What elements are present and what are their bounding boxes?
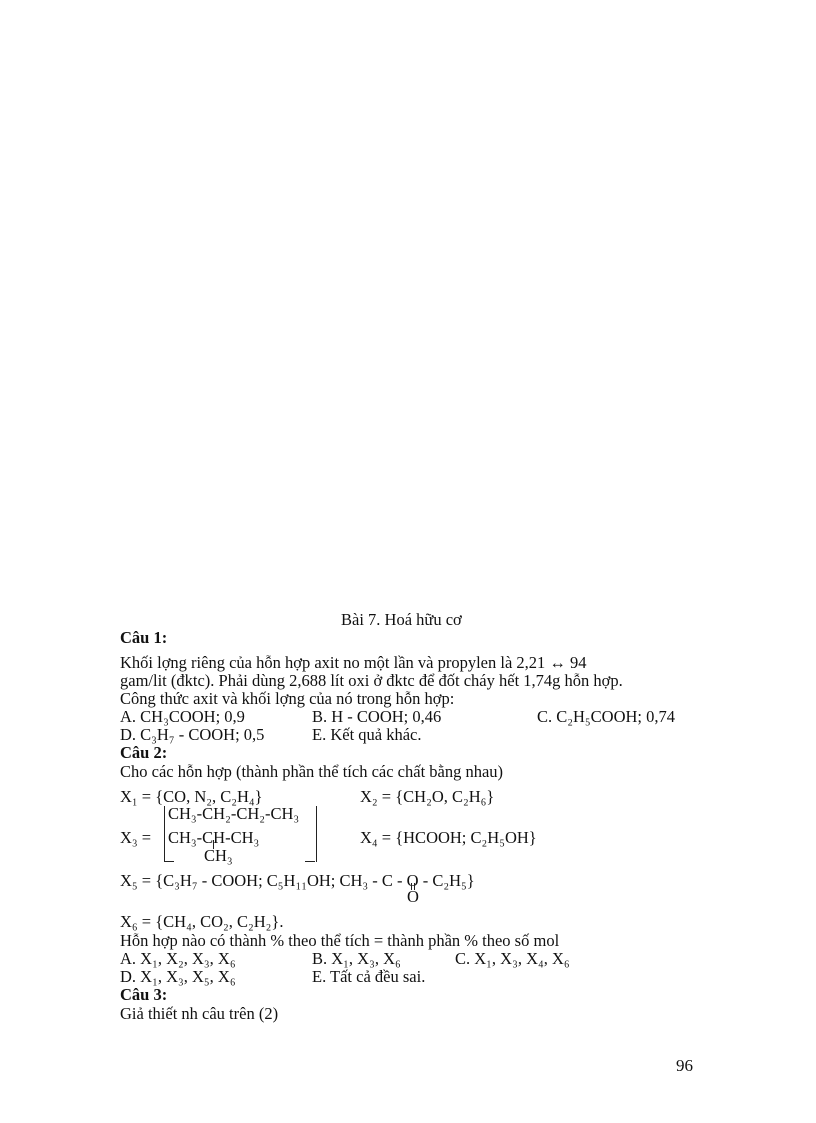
section-title: Bài 7. Hoá hữu cơ [341,610,462,629]
mixture-x5-oxygen: O [407,887,419,906]
question-1-option-c: C. C₂H₅COOH; 0,74 [537,707,676,726]
question-3-heading: Câu 3: [120,985,168,1004]
mixture-x3-label: X₃ = [120,828,152,847]
question-3-line-1: Giả thiết nh câu trên (2) [120,1004,279,1023]
question-2-text: Hỗn hợp nào có thành % theo thể tích = thành phần % theo số mol [120,931,560,950]
question-2-option-b: B. X₁, X₃, X₆ [312,949,401,968]
mixture-x3-isobutane: CH₃-CH-CH₃ [168,828,260,847]
question-1-option-a: A. CH₃COOH; 0,9 [120,707,245,726]
mixture-x3-bracket-tick-right [305,861,315,862]
question-1-line-2: gam/lit (đktc). Phải dùng 2,688 lít oxi ở đktc để đốt cháy hết 1,74g hỗn hợp. [120,671,623,690]
question-1-option-d: D. C₃H₇ - COOH; 0,5 [120,725,265,744]
mixture-x6: X₆ = {CH₄, CO₂, C₂H₂}. [120,912,284,931]
question-2-option-d: D. X₁, X₃, X₅, X₆ [120,967,236,986]
question-1-line-3: Công thức axit và khối lợng của nó trong hỗn hợp: [120,689,455,708]
question-2-heading: Câu 2: [120,743,168,762]
question-1-line-1: Khối lợng riêng của hỗn hợp axit no một lần và propylen là 2,21 ↔ 94 [120,653,587,672]
question-2-option-e: E. Tất cả đều sai. [312,967,426,986]
mixture-x1: X₁ = {CO, N₂, C₂H₄} [120,787,263,806]
mixture-x2: X₂ = {CH₂O, C₂H₆} [360,787,495,806]
mixture-x4: X₄ = {HCOOH; C₂H₅OH} [360,828,537,847]
mixture-x3-methyl: CH₃ [204,846,233,865]
question-2-option-c: C. X₁, X₃, X₄, X₆ [455,949,570,968]
page-number: 96 [676,1056,693,1075]
mixture-x3-bracket-tick-left [164,861,174,862]
question-1-option-e: E. Kết quả khác. [312,725,422,744]
mixture-x5: X₅ = {C₃H₇ - COOH; C₅H₁₁OH; CH₃ - C - O - C₂H₅} [120,871,475,890]
question-2-intro: Cho các hỗn hợp (thành phần thể tích các chất bằng nhau) [120,762,504,781]
question-1-heading: Câu 1: [120,628,168,647]
question-2-option-a: A. X₁, X₂, X₃, X₆ [120,949,236,968]
question-1-option-b: B. H - COOH; 0,46 [312,707,442,726]
mixture-x3-butane: CH₃-CH₂-CH₂-CH₃ [168,804,300,823]
